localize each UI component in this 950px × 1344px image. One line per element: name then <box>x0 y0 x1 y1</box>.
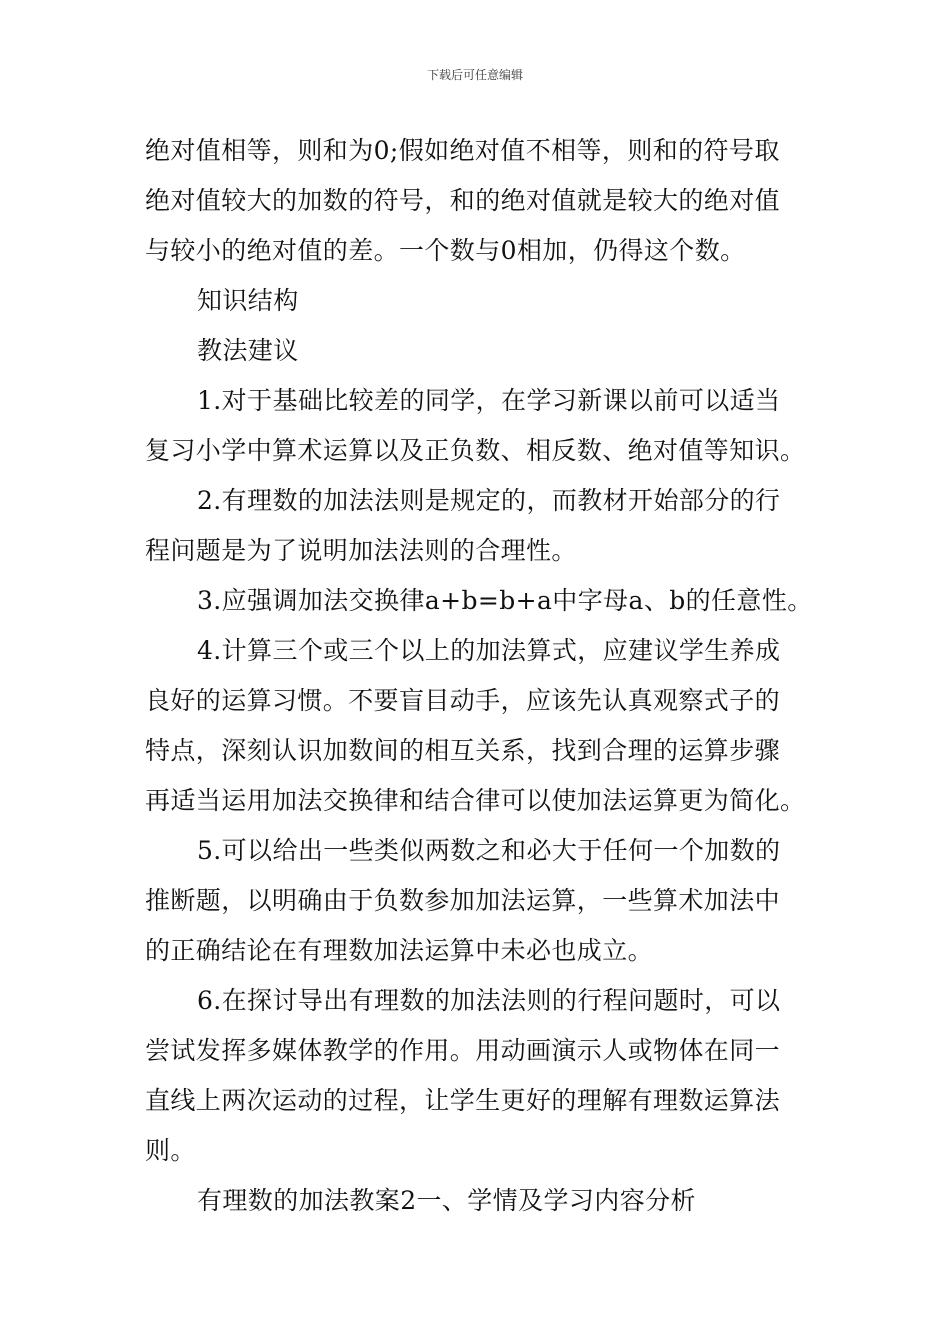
text-line: 良好的运算习惯。不要盲目动手，应该先认真观察式子的 <box>145 686 781 715</box>
text-line: 尝试发挥多媒体教学的作用。用动画演示人或物体在同一 <box>145 1036 781 1065</box>
section-heading: 有理数的加法教案2一、学情及学习内容分析 <box>197 1186 696 1215</box>
text-line: 程问题是为了说明加法法则的合理性。 <box>145 536 577 565</box>
section-heading: 知识结构 <box>197 286 299 315</box>
text-line: 与较小的绝对值的差。一个数与0相加，仍得这个数。 <box>145 236 746 265</box>
text-line: 的正确结论在有理数加法运算中未必也成立。 <box>145 936 654 965</box>
list-item: 1.对于基础比较差的同学，在学习新课以前可以适当 <box>197 386 781 415</box>
text-line: 直线上两次运动的过程，让学生更好的理解有理数运算法 <box>145 1086 781 1115</box>
list-item: 6.在探讨导出有理数的加法法则的行程问题时，可以 <box>197 986 781 1015</box>
page-header: 下载后可任意编辑 <box>426 68 523 82</box>
text-line: 复习小学中算术运算以及正负数、相反数、绝对值等知识。 <box>145 436 806 465</box>
text-line: 再适当运用加法交换律和结合律可以使加法运算更为简化。 <box>145 786 806 815</box>
list-item: 5.可以给出一些类似两数之和必大于任何一个加数的 <box>197 836 781 865</box>
text-line: 则。 <box>145 1136 196 1165</box>
section-heading: 教法建议 <box>197 336 299 365</box>
list-item: 4.计算三个或三个以上的加法算式，应建议学生养成 <box>197 636 781 665</box>
text-line: 绝对值较大的加数的符号，和的绝对值就是较大的绝对值 <box>145 186 781 215</box>
list-item: 3.应强调加法交换律a+b=b+a中字母a、b的任意性。 <box>197 586 813 615</box>
document-body <box>145 126 813 1226</box>
text-line: 推断题，以明确由于负数参加加法运算，一些算术加法中 <box>145 886 781 915</box>
list-item: 2.有理数的加法法则是规定的，而教材开始部分的行 <box>197 486 781 515</box>
text-line: 绝对值相等，则和为0;假如绝对值不相等，则和的符号取 <box>145 136 780 165</box>
text-line: 特点，深刻认识加数间的相互关系，找到合理的运算步骤 <box>145 736 781 765</box>
